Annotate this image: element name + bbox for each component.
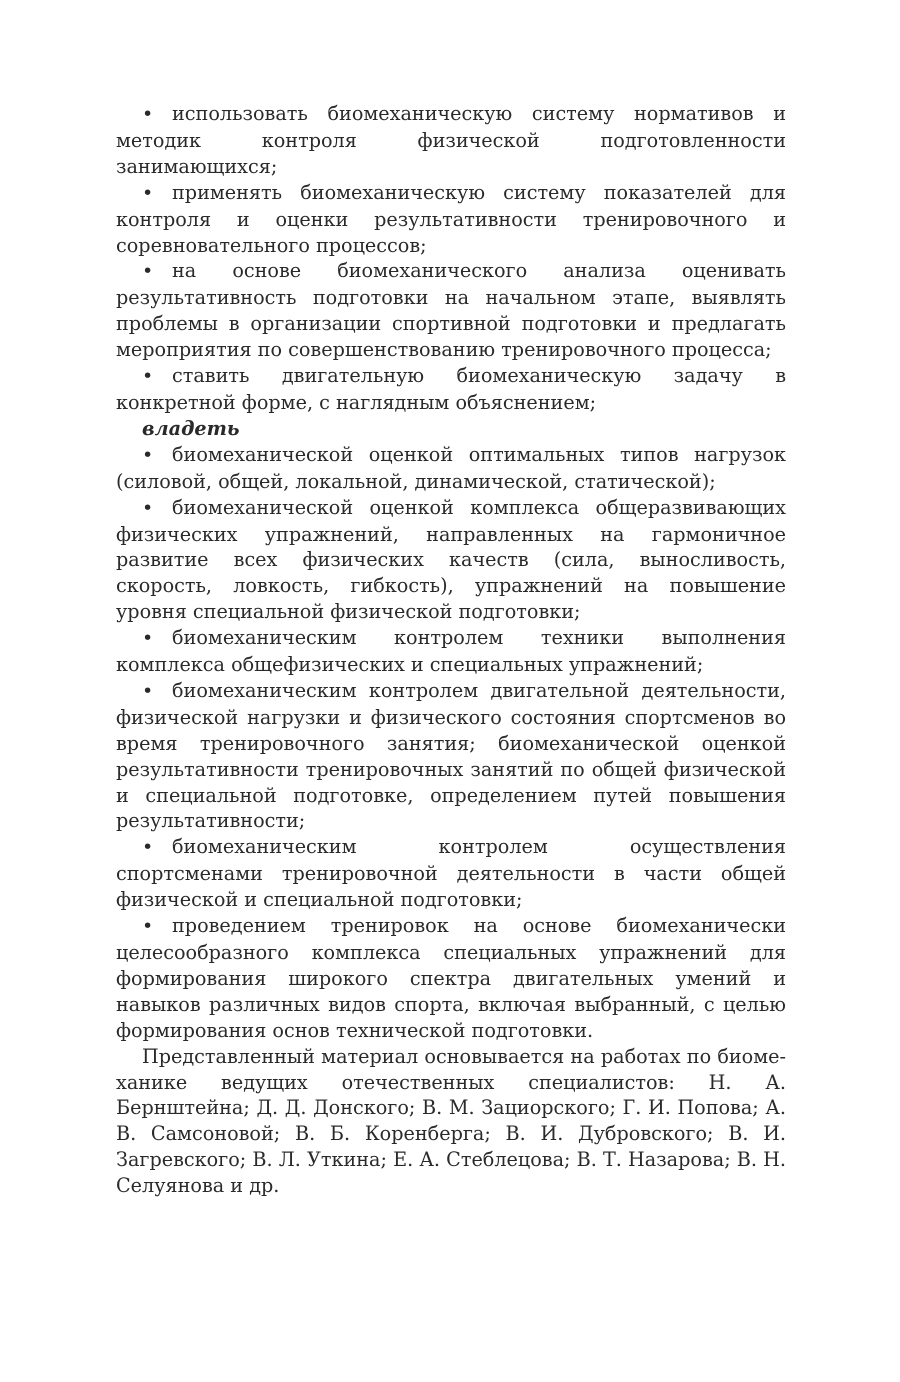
page-body <box>116 101 786 1199</box>
list-item: • проведением тренировок на основе биомеханически целесообразного комплекса специальных упражнений для формирования широкого спектра двигательных умений и навыков различных видов спорта, включая выбранный, с целью формирования основ технической подготовки. <box>116 913 786 1044</box>
list-item: • биомеханической оценкой оптимальных типов нагрузок (силовой, общей, локальной, динамической, статической); <box>116 442 786 495</box>
list-item: • на основе биомеханического анализа оценивать результативность подготовки на начальном этапе, выявлять проблемы в организации спортивной подготовки и предлагать мероприятия по совершенствованию тренировочного процесса; <box>116 258 786 363</box>
list-item: • применять биомеханическую систему показателей для контроля и оценки результативности тренировочного и соревновательного процессов; <box>116 180 786 259</box>
list-item: • биомеханическим контролем осуществления спортсменами тренировочной деятельности в части общей физической и специальной подготовки; <box>116 834 786 913</box>
section-heading: владеть <box>142 416 240 440</box>
list-item: • биомеханической оценкой комплекса общеразвивающих физических упражнений, направленных на гармоничное развитие всех физических качеств (сила, выносливость, скорость, ловкость, гибкость), упражнений на повышение уровня специальной физической подготовки; <box>116 495 786 626</box>
list-item: • биомеханическим контролем двигательной деятельности, физической нагрузки и физического состояния спортсменов во время тренировочного занятия; биомеханической оценкой результативности тренировочных занятий по общей физической и специальной подготовке, определением путей повышения результативности; <box>116 678 786 834</box>
list-item: • ставить двигательную биомеханическую задачу в конкретной форме, с наглядным объяснением; <box>116 363 786 416</box>
list-item: • использовать биомеханическую систему нормативов и методик контроля физической подготовленности занимающихся; <box>116 101 786 180</box>
list-item: • биомеханическим контролем техники выполнения комплекса общефизических и специальных упражнений; <box>116 625 786 678</box>
closing-paragraph: Представленный материал основывается на работах по биомеханике ведущих отечественных специалистов: Н. А. Бернштейна; Д. Д. Донского; В. М. Зациорского; Г. И. Попова; А. В. Самсоновой; В. Б. Коренберга; В. И. Дубровского; В. И. Загревского; В. Л. Уткина; Е. А. Стеблецова; В. Т. Назарова; В. Н. Селуянова и др. <box>116 1044 786 1198</box>
